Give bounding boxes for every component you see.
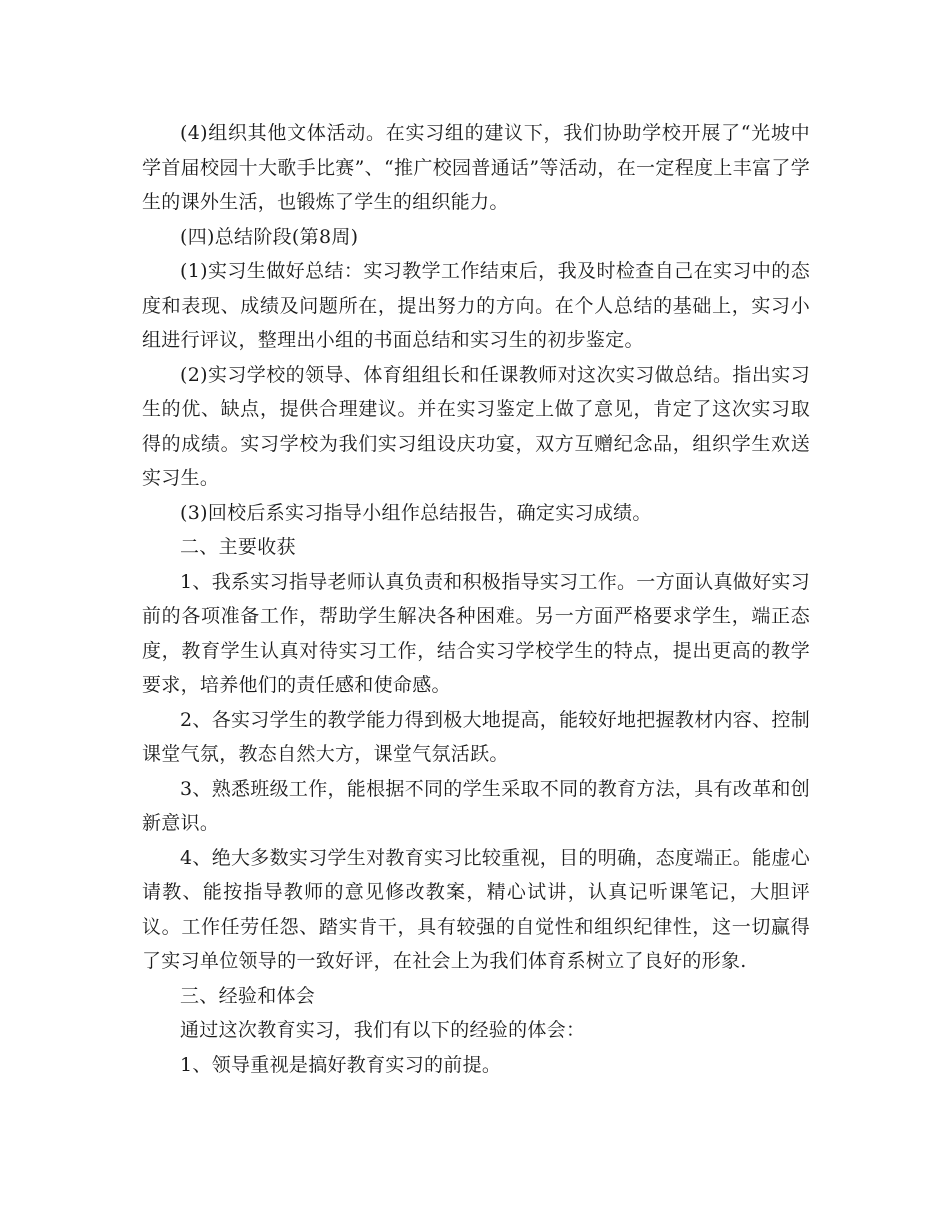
paragraph-self-summary: (1)实习生做好总结：实习教学工作结束后，我及时检查自己在实习中的态度和表现、成绩及问题所在，提出努力的方向。在个人总结的基础上，实习小组进行评议，整理出小组的书面总结和实习生的初步鉴定。 — [142, 260, 810, 351]
paragraph-gain-4: 4、绝大多数实习学生对教育实习比较重视，目的明确，态度端正。能虚心请教、能按指导教师的意见修改教案，精心试讲，认真记听课笔记，大胆评议。工作任劳任怨、踏实肯干，具有较强的自觉性和组织纪律性，这一切赢得了实习单位领导的一致好评，在社会上为我们体育系树立了良好的形象. — [142, 846, 810, 972]
document-body — [142, 116, 810, 1082]
paragraph-activities: (4)组织其他文体活动。在实习组的建议下，我们协助学校开展了“光坡中学首届校园十大歌手比赛”、“推广校园普通话”等活动，在一定程度上丰富了学生的课外生活，也锻炼了学生的组织能力。 — [142, 122, 810, 213]
paragraph-gain-1: 1、我系实习指导老师认真负责和积极指导实习工作。一方面认真做好实习前的各项准备工作，帮助学生解决各种困难。另一方面严格要求学生，端正态度，教育学生认真对待实习工作，结合实习学校学生的特点，提出更高的教学要求，培养他们的责任感和使命感。 — [142, 570, 810, 696]
paragraph-gain-2: 2、各实习学生的教学能力得到极大地提高，能较好地把握教材内容、控制课堂气氛，教态自然大方，课堂气氛活跃。 — [142, 708, 810, 765]
paragraph-experience-1: 1、领导重视是搞好教育实习的前提。 — [180, 1053, 502, 1076]
heading-experience: 三、经验和体会 — [180, 984, 316, 1007]
paragraph-report: (3)回校后系实习指导小组作总结报告，确定实习成绩。 — [180, 501, 652, 524]
paragraph-experience-intro: 通过这次教育实习，我们有以下的经验的体会： — [180, 1019, 586, 1041]
heading-main-gains: 二、主要收获 — [180, 536, 296, 558]
heading-summary-stage: (四)总结阶段(第8周) — [180, 225, 359, 248]
paragraph-gain-3: 3、熟悉班级工作，能根据不同的学生采取不同的教育方法，具有改革和创新意识。 — [142, 777, 810, 834]
paragraph-school-summary: (2)实习学校的领导、体育组组长和任课教师对这次实习做总结。指出实习生的优、缺点，提供合理建议。并在实习鉴定上做了意见，肯定了这次实习取得的成绩。实习学校为我们实习组设庆功宴，双方互赠纪念品，组织学生欢送实习生。 — [142, 363, 810, 489]
